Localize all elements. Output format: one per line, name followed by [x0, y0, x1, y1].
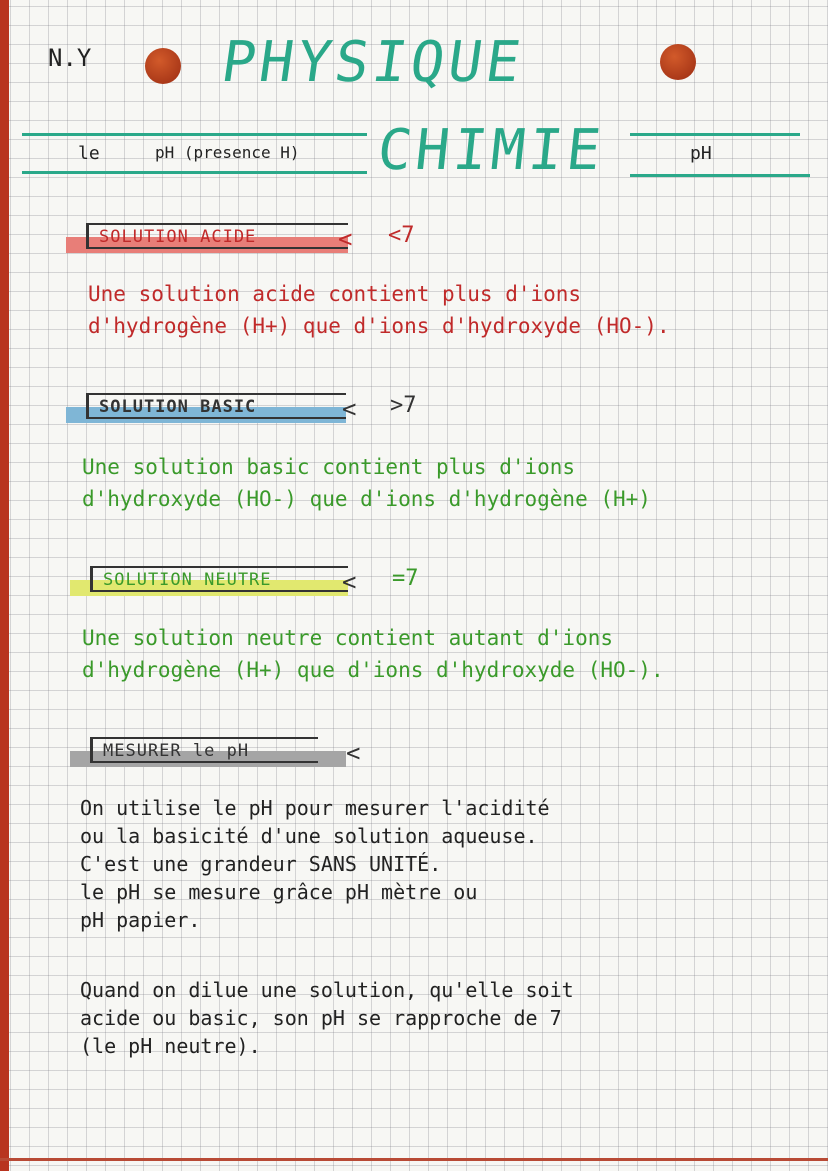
section-banner-mesurer [70, 737, 361, 767]
paragraph-basic [82, 451, 651, 515]
section-banner-acide [66, 223, 415, 253]
text-line: ou la basicité d'une solution aqueuse. [80, 824, 538, 848]
paragraph-acide [88, 278, 670, 342]
ph-value-neutre: =7 [392, 566, 419, 591]
text-line: Une solution basic contient plus d'ions [82, 455, 576, 479]
title-underline-left-top [22, 133, 367, 136]
banner-label-mesurer: MESURER le pH [90, 737, 318, 763]
arrow-icon: < [342, 568, 357, 596]
paragraph-mesurer-2 [80, 976, 574, 1060]
title-chimie: CHIMIE [374, 118, 608, 183]
decorative-dot-right [660, 44, 696, 80]
text-line: pH papier. [80, 908, 201, 932]
banner-label-neutre: SOLUTION NEUTRE [90, 566, 348, 592]
author-initials: N.Y [48, 44, 92, 72]
text-line: acide ou basic, son pH se rapproche de 7 [80, 1006, 562, 1030]
paragraph-mesurer-1 [80, 794, 550, 934]
text-line: C'est une grandeur SANS UNITÉ. [80, 852, 442, 876]
decorative-dot-left [145, 48, 181, 84]
notebook-margin-line [0, 0, 9, 1171]
banner-label-acide: SOLUTION ACIDE [86, 223, 348, 249]
text-line: d'hydroxyde (HO-) que d'ions d'hydrogène (H+) [82, 487, 651, 511]
text-line: Une solution neutre contient autant d'ions [82, 626, 614, 650]
text-line: On utilise le pH pour mesurer l'acidité [80, 796, 550, 820]
section-banner-basic [66, 393, 417, 423]
text-line: d'hydrogène (H+) que d'ions d'hydroxyde (HO-). [82, 658, 664, 682]
arrow-icon: < [346, 739, 361, 767]
paragraph-neutre [82, 622, 664, 686]
title-physique: PHYSIQUE [217, 30, 529, 95]
arrow-icon: < [338, 225, 353, 253]
subtitle-ph-presence: pH (presence H) [155, 143, 300, 162]
ph-value-acide: <7 [388, 223, 415, 248]
title-underline-left-bottom [22, 171, 367, 174]
title-underline-right-top [630, 133, 800, 136]
notebook-bottom-line [0, 1158, 828, 1161]
title-underline-right-bottom [630, 174, 810, 177]
banner-label-basic: SOLUTION BASIC [86, 393, 346, 419]
section-banner-neutre [70, 566, 419, 596]
text-line: (le pH neutre). [80, 1034, 261, 1058]
subtitle-le: le [78, 143, 100, 164]
text-line: Quand on dilue une solution, qu'elle soit [80, 978, 574, 1002]
text-line: Une solution acide contient plus d'ions [88, 282, 582, 306]
text-line: le pH se mesure grâce pH mètre ou [80, 880, 478, 904]
subtitle-ph-right: pH [690, 143, 712, 164]
text-line: d'hydrogène (H+) que d'ions d'hydroxyde (HO-). [88, 314, 670, 338]
ph-value-basic: >7 [390, 393, 417, 418]
arrow-icon: < [342, 395, 357, 423]
